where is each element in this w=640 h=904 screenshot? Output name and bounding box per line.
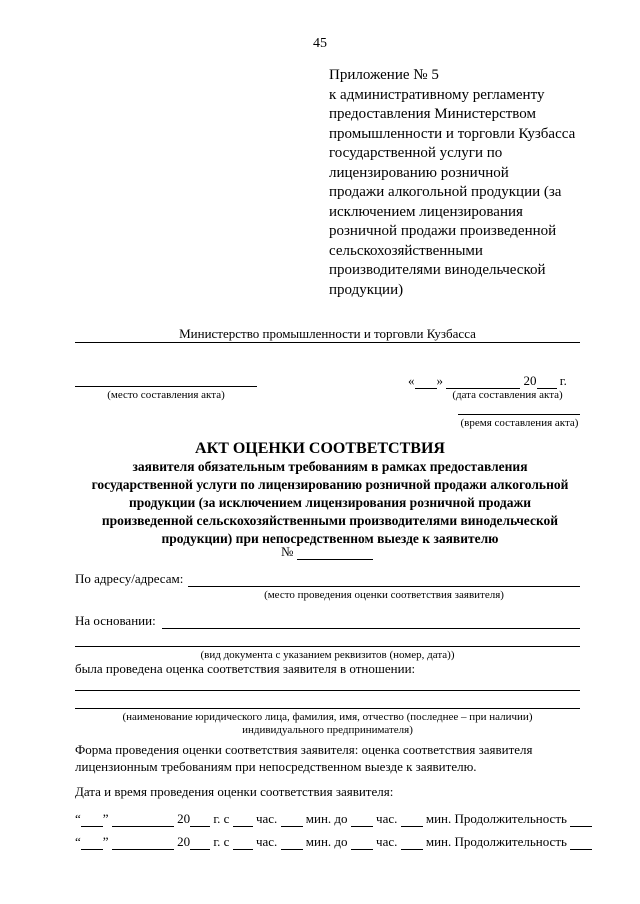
date-field[interactable] <box>408 372 567 389</box>
date-open-quote: « <box>408 373 415 388</box>
time-field[interactable] <box>458 414 580 415</box>
year-from-label: г. с <box>213 811 230 826</box>
basis-caption: (вид документа с указанием реквизитов (номер, дата)) <box>200 649 455 661</box>
page-number: 45 <box>313 36 327 51</box>
annex-line: производителями винодельческой <box>329 262 546 278</box>
annex-line: к административному регламенту <box>329 86 545 103</box>
annex-line: Приложение № 5 <box>329 67 439 83</box>
hour-label: час. <box>376 834 398 849</box>
address-label: По адресу/адресам: <box>75 571 184 586</box>
annex-line: предоставления Министерством <box>329 106 536 122</box>
conducted-text: была проведена оценка соответствия заявителя в отношении: <box>75 661 416 676</box>
duration-blank[interactable] <box>570 810 592 827</box>
annex-line: продукции) <box>329 281 404 298</box>
min-to-blank[interactable] <box>401 833 423 850</box>
year-prefix: 20 <box>177 834 191 849</box>
number-blank[interactable] <box>297 543 373 560</box>
annex-line: продажи алкогольной продукции (за <box>329 184 562 200</box>
year-blank[interactable] <box>537 372 557 389</box>
basis-field[interactable] <box>162 628 580 629</box>
annex-line: лицензированию розничной <box>329 164 509 181</box>
year-prefix: 20 <box>177 811 191 826</box>
address-field[interactable] <box>188 586 580 587</box>
hour-to-blank[interactable] <box>351 810 373 827</box>
annex-line: сельскохозяйственными <box>329 242 483 259</box>
year-from-label: г. с <box>213 834 230 849</box>
annex-line: исключением лицензирования <box>329 203 523 220</box>
place-caption: (место составления акта) <box>107 389 225 401</box>
month-blank[interactable] <box>112 810 174 827</box>
date-close-quote: » <box>436 373 443 388</box>
annex-block <box>329 66 609 300</box>
close-quote: ” <box>102 811 109 826</box>
hour-label: час. <box>255 834 278 849</box>
address-caption: (место проведения оценки соответствия заявителя) <box>264 589 504 601</box>
min-label: мин. <box>425 834 452 849</box>
hour-label: час. <box>255 811 278 826</box>
entity-caption-line: индивидуального предпринимателя) <box>242 724 413 736</box>
open-quote: “ <box>75 834 81 849</box>
annex-line: государственной услуги по <box>329 145 503 161</box>
duration-label: Продолжительность <box>454 834 567 849</box>
datetime-label: Дата и время проведения оценки соответствия заявителя: <box>75 784 394 799</box>
ministry-name: Министерство промышленности и торговли Кузбасса <box>179 326 476 341</box>
entity-field-2[interactable] <box>75 708 580 709</box>
place-field[interactable] <box>75 386 257 387</box>
day-blank[interactable] <box>415 372 437 389</box>
act-number <box>281 543 373 560</box>
subtitle-line: заявителя обязательным требованиям в рамках предоставления <box>132 459 528 474</box>
min-to-label: мин. до <box>305 834 348 849</box>
month-blank[interactable] <box>112 833 174 850</box>
duration-blank[interactable] <box>570 833 592 850</box>
ministry-underline <box>75 342 580 343</box>
duration-label: Продолжительность <box>454 811 567 826</box>
entity-caption <box>75 711 580 737</box>
month-blank[interactable] <box>446 372 520 389</box>
min-from-blank[interactable] <box>281 810 303 827</box>
basis-field-2[interactable] <box>75 646 580 647</box>
year-prefix: 20 <box>523 373 537 388</box>
min-to-blank[interactable] <box>401 810 423 827</box>
time-caption: (время составления акта) <box>460 417 579 429</box>
form-text <box>75 741 533 775</box>
year-blank[interactable] <box>190 833 210 850</box>
basis-label: На основании: <box>75 613 156 628</box>
number-sign: № <box>281 544 294 559</box>
hour-from-blank[interactable] <box>233 833 253 850</box>
date-caption: (дата составления акта) <box>452 389 563 401</box>
annex-line: промышленности и торговли Кузбасса <box>329 125 576 142</box>
schedule-row <box>75 833 592 850</box>
entity-caption-line: (наименование юридического лица, фамилия, имя, отчество (последнее – при наличии) <box>122 711 533 723</box>
min-label: мин. <box>425 811 452 826</box>
day-blank[interactable] <box>81 810 103 827</box>
form-line: лицензионным требованиям при непосредственном выезде к заявителю. <box>75 759 477 774</box>
hour-from-blank[interactable] <box>233 810 253 827</box>
form-line: Форма проведения оценки соответствия заявителя: оценка соответствия заявителя <box>75 742 533 757</box>
act-subtitle <box>70 458 590 548</box>
year-suffix: г. <box>559 373 567 388</box>
subtitle-line: продукции (за исключением лицензирования розничной продажи <box>128 495 532 510</box>
hour-to-blank[interactable] <box>351 833 373 850</box>
subtitle-line: продукции) при непосредственном выезде к заявителю <box>161 531 499 546</box>
hour-label: час. <box>376 811 398 826</box>
min-to-label: мин. до <box>305 811 348 826</box>
close-quote: ” <box>102 834 109 849</box>
schedule-row <box>75 810 592 827</box>
day-blank[interactable] <box>81 833 103 850</box>
open-quote: “ <box>75 811 81 826</box>
year-blank[interactable] <box>190 810 210 827</box>
subtitle-line: произведенной сельскохозяйственными производителями винодельческой <box>101 513 559 528</box>
subtitle-line: государственной услуги по лицензированию розничной продажи алкогольной <box>91 477 569 492</box>
entity-field[interactable] <box>75 690 580 691</box>
annex-line: розничной продажи произведенной <box>329 223 557 239</box>
act-title: АКТ ОЦЕНКИ СООТВЕТСТВИЯ <box>195 440 445 457</box>
min-from-blank[interactable] <box>281 833 303 850</box>
